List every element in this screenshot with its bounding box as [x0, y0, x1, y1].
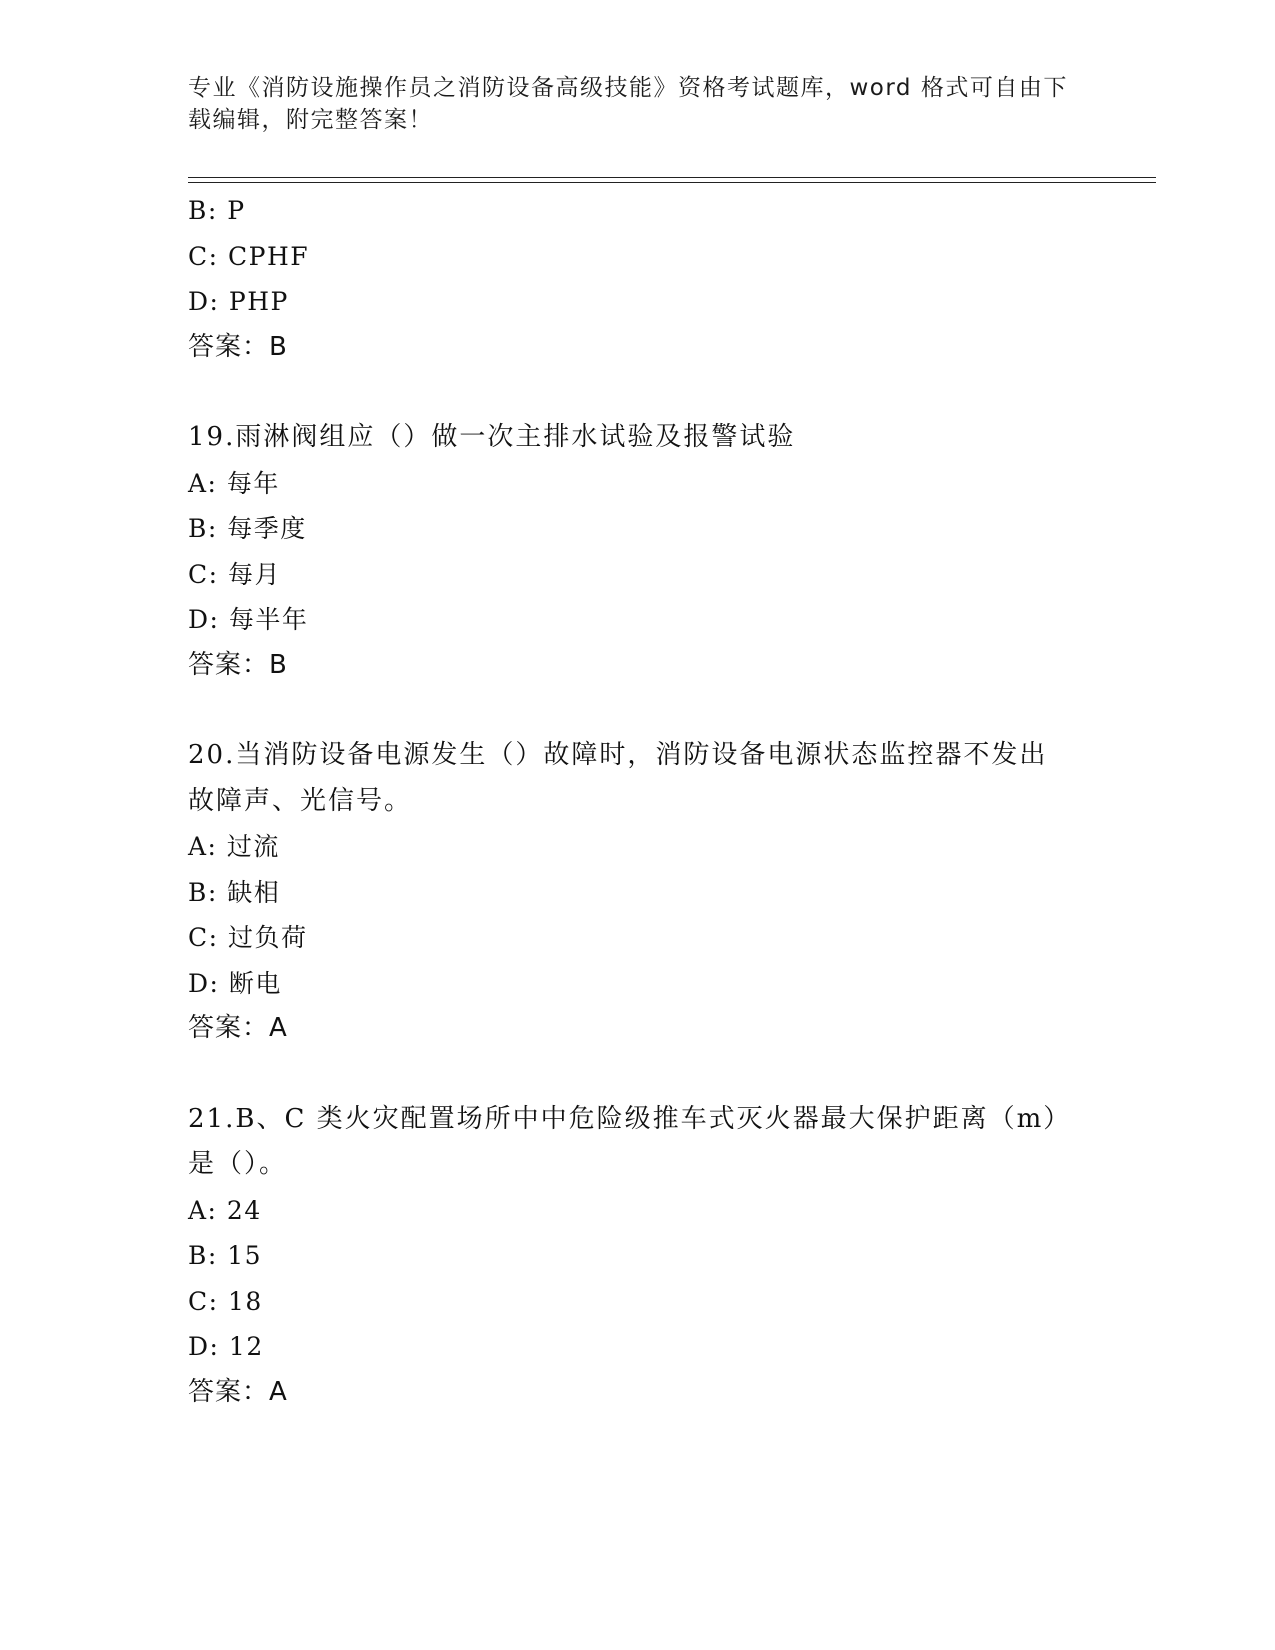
option-d: D: 12 [188, 1332, 264, 1361]
question-text-line-1: 21.B、C 类火灾配置场所中中危险级推车式灭火器最大保护距离（m） [188, 1103, 1072, 1134]
question-text-line-2: 是（）。 [188, 1149, 288, 1179]
header-divider-bottom [188, 182, 1156, 183]
question-text-line-2: 故障声、光信号。 [188, 785, 413, 816]
header-line-1: 专业《消防设施操作员之消防设备高级技能》资格考试题库，word 格式可自由下 [188, 75, 1068, 101]
question-text-line-1: 20.当消防设备电源发生（）故障时，消防设备电源状态监控器不发出 [188, 740, 1048, 770]
option-b: B: 每季度 [188, 514, 307, 543]
option-a: A: 24 [188, 1195, 262, 1225]
option-d: D: 每半年 [188, 605, 309, 634]
document-header [188, 72, 1068, 136]
option-b: B: P [188, 196, 246, 225]
header-divider-top [188, 177, 1156, 178]
spacer [188, 1052, 1068, 1097]
answer: 答案：A [188, 1013, 288, 1043]
answer: 答案：B [188, 331, 288, 362]
option-c: C: 每月 [188, 559, 281, 589]
question-20 [188, 733, 1068, 1052]
spacer [188, 688, 1068, 733]
question-list [188, 188, 1072, 1415]
answer: 答案：B [188, 649, 288, 680]
answer: 答案：A [188, 1376, 288, 1407]
option-a: A: 每年 [188, 468, 280, 498]
option-b: B: 15 [188, 1241, 263, 1270]
question-19 [188, 415, 1068, 688]
spacer [188, 370, 1068, 415]
option-d: D: 断电 [188, 968, 282, 998]
option-b: B: 缺相 [188, 877, 281, 907]
header-line-2: 载编辑，附完整答案！ [188, 107, 433, 133]
question-text: 19.雨淋阀组应（）做一次主排水试验及报警试验 [188, 422, 796, 452]
option-d: D: PHP [188, 287, 289, 316]
question-21 [188, 1097, 1072, 1416]
question-18-tail [188, 188, 1068, 370]
option-a: A: 过流 [188, 832, 280, 861]
option-c: C: CPHF [188, 241, 310, 271]
option-c: C: 过负荷 [188, 923, 308, 952]
option-c: C: 18 [188, 1286, 263, 1316]
